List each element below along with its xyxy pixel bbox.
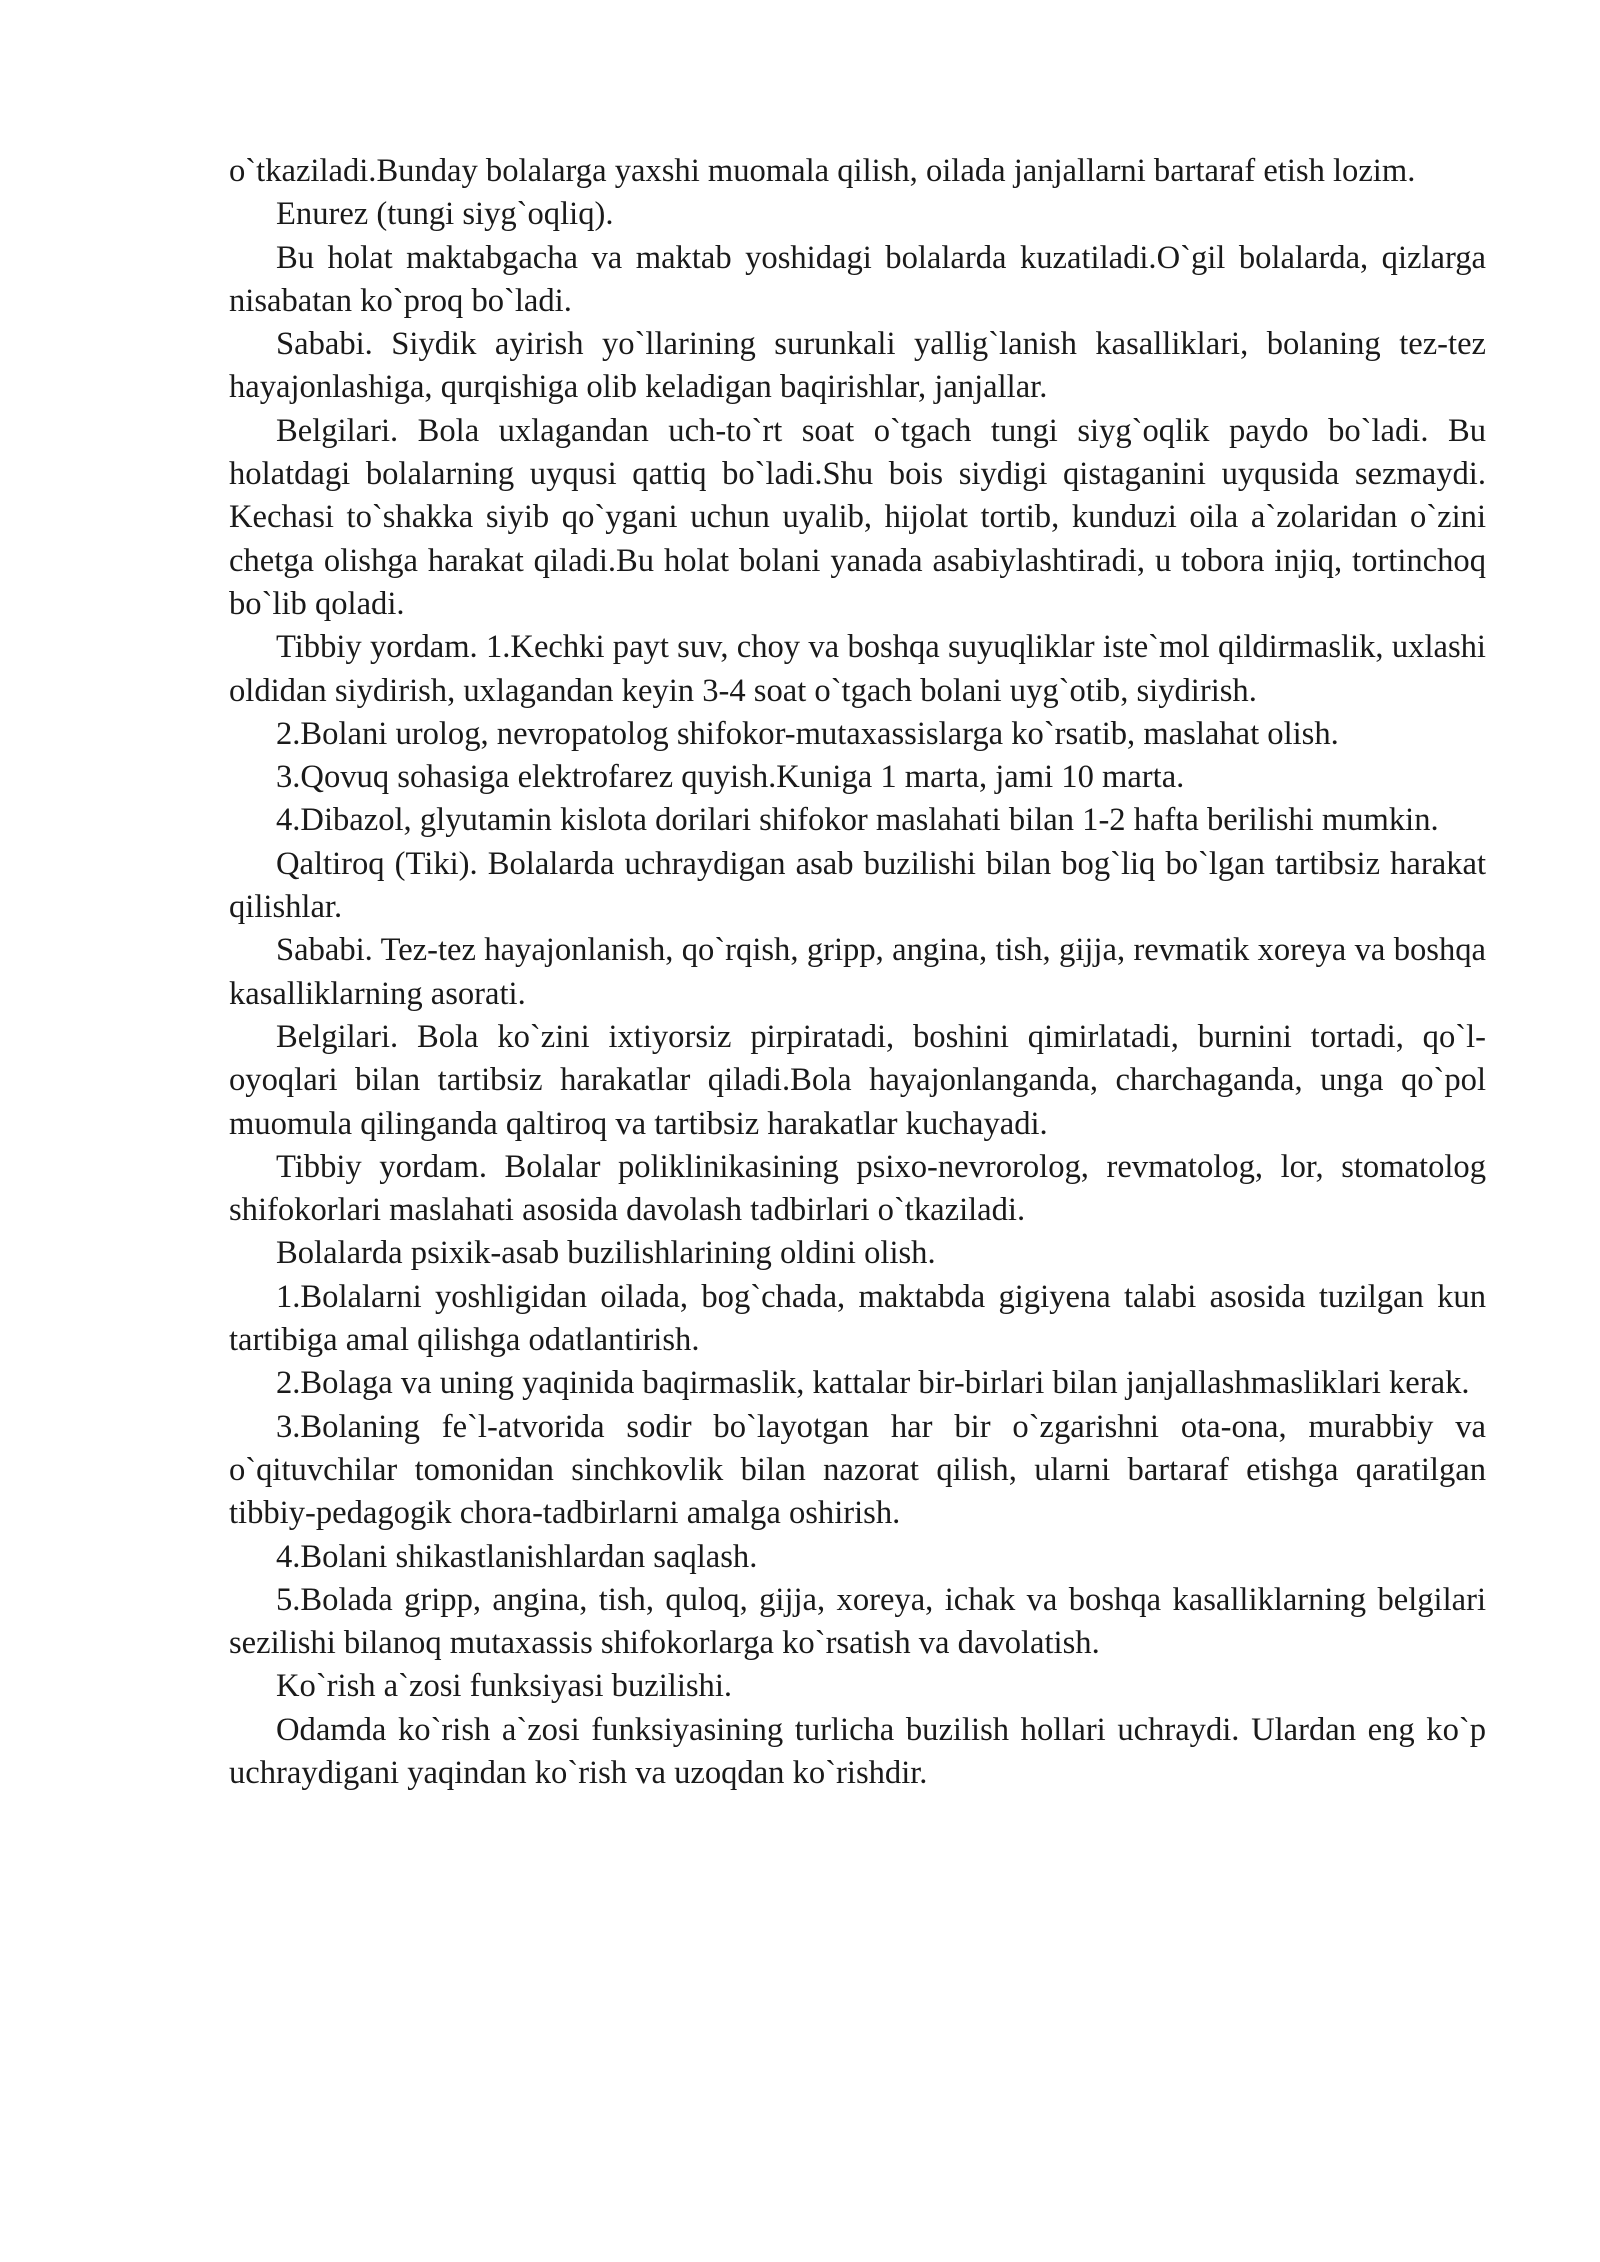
heading-enurez: Enurez (tungi siyg`oqliq). [276, 196, 614, 233]
paragraph-prevention-2: 2.Bolaga va uning yaqinida baqirmaslik, kattalar bir-birlari bilan janjallashmasliklari kerak. [276, 1365, 1470, 1402]
document-body [229, 150, 1486, 1795]
paragraph-enurez-description: Bu holat maktabgacha va maktab yoshidagi bolalarda kuzatiladi.O`gil bolalarda, qizlarga nisabatan ko`proq bo`ladi. [229, 239, 1486, 319]
paragraph-enurez-symptoms: Belgilari. Bola uxlagandan uch-to`rt soat o`tgach tungi siyg`oqlik paydo bo`ladi. Bu holatdagi bolalarning uyqusi qattiq bo`ladi.Shu bois siydigi qistaganini uyqusida sezmaydi. Kechasi to`shakka siyib qo`ygani uchun uyalib, hijolat tortib, kunduzi oila a`zolaridan o`zini chetga olishga harakat qiladi.Bu holat bolani yanada asabiylashtiradi, u tobora injiq, tortinchoq bo`lib qoladi. [229, 412, 1486, 622]
paragraph-enurez-treatment-1: Tibbiy yordam. 1.Kechki payt suv, choy va boshqa suyuqliklar iste`mol qildirmaslik, uxlashi oldidan siydirish, uxlagandan keyin 3-4 soat o`tgach bolani uyg`otib, siydirish. [229, 629, 1486, 709]
paragraph-prevention-1: 1.Bolalarni yoshligidan oilada, bog`chada, maktabda gigiyena talabi asosida tuzilgan kun tartibiga amal qilishga odatlantirish. [229, 1278, 1486, 1359]
paragraph-prevention-4: 4.Bolani shikastlanishlardan saqlash. [276, 1538, 758, 1575]
paragraph-tiki-treatment: Tibbiy yordam. Bolalar poliklinikasining psixo-nevrorolog, revmatolog, lor, stomatolog shifokorlari maslahati asosida davolash tadbirlari o`tkaziladi. [229, 1148, 1486, 1229]
paragraph-continuation: o`tkaziladi.Bunday bolalarga yaxshi muomala qilish, oilada janjallarni bartaraf etish lozim. [229, 153, 1416, 189]
paragraph-enurez-treatment-4: 4.Dibazol, glyutamin kislota dorilari shifokor maslahati bilan 1-2 hafta berilishi mumkin. [276, 802, 1439, 839]
paragraph-enurez-treatment-3: 3.Qovuq sohasiga elektrofarez quyish.Kuniga 1 marta, jami 10 marta. [276, 759, 1185, 796]
paragraph-prevention-5: 5.Bolada gripp, angina, tish, quloq, gijja, xoreya, ichak va boshqa kasalliklarning belgilari sezilishi bilanoq mutaxassis shifokorlarga ko`rsatish va davolatish. [229, 1581, 1486, 1662]
paragraph-prevention-3: 3.Bolaning fe`l-atvorida sodir bo`layotgan har bir o`zgarishni ota-ona, murabbiy va o`qituvchilar tomonidan sinchkovlik bilan nazorat qilish, ularni bartaraf etishga qaratilgan tibbiy-pedagogik chora-tadbirlarni amalga oshirish. [229, 1408, 1486, 1532]
paragraph-vision-description: Odamda ko`rish a`zosi funksiyasining turlicha buzilish hollari uchraydi. Ulardan eng ko`p uchraydigani yaqindan ko`rish va uzoqdan ko`rishdir. [229, 1711, 1486, 1791]
heading-prevention: Bolalarda psixik-asab buzilishlarining oldini olish. [276, 1235, 936, 1272]
paragraph-enurez-treatment-2: 2.Bolani urolog, nevropatolog shifokor-mutaxassislarga ko`rsatib, maslahat olish. [276, 715, 1339, 752]
heading-vision: Ko`rish a`zosi funksiyasi buzilishi. [276, 1668, 733, 1705]
paragraph-tiki-symptoms: Belgilari. Bola ko`zini ixtiyorsiz pirpiratadi, boshini qimirlatadi, burnini tortadi, qo`l-oyoqlari bilan tartibsiz harakatlar qiladi.Bola hayajonlanganda, charchaganda, unga qo`pol muomula qilinganda qaltiroq va tartibsiz harakatlar kuchayadi. [229, 1018, 1486, 1142]
paragraph-tiki-definition: Qaltiroq (Tiki). Bolalarda uchraydigan asab buzilishi bilan bog`liq bo`lgan tartibsiz harakat qilishlar. [229, 845, 1486, 926]
paragraph-tiki-cause: Sababi. Tez-tez hayajonlanish, qo`rqish, gripp, angina, tish, gijja, revmatik xoreya va boshqa kasalliklarning asorati. [229, 932, 1486, 1012]
paragraph-enurez-cause: Sababi. Siydik ayirish yo`llarining surunkali yallig`lanish kasalliklari, bolaning tez-tez hayajonlashiga, qurqishiga olib keladigan baqirishlar, janjallar. [229, 326, 1486, 406]
